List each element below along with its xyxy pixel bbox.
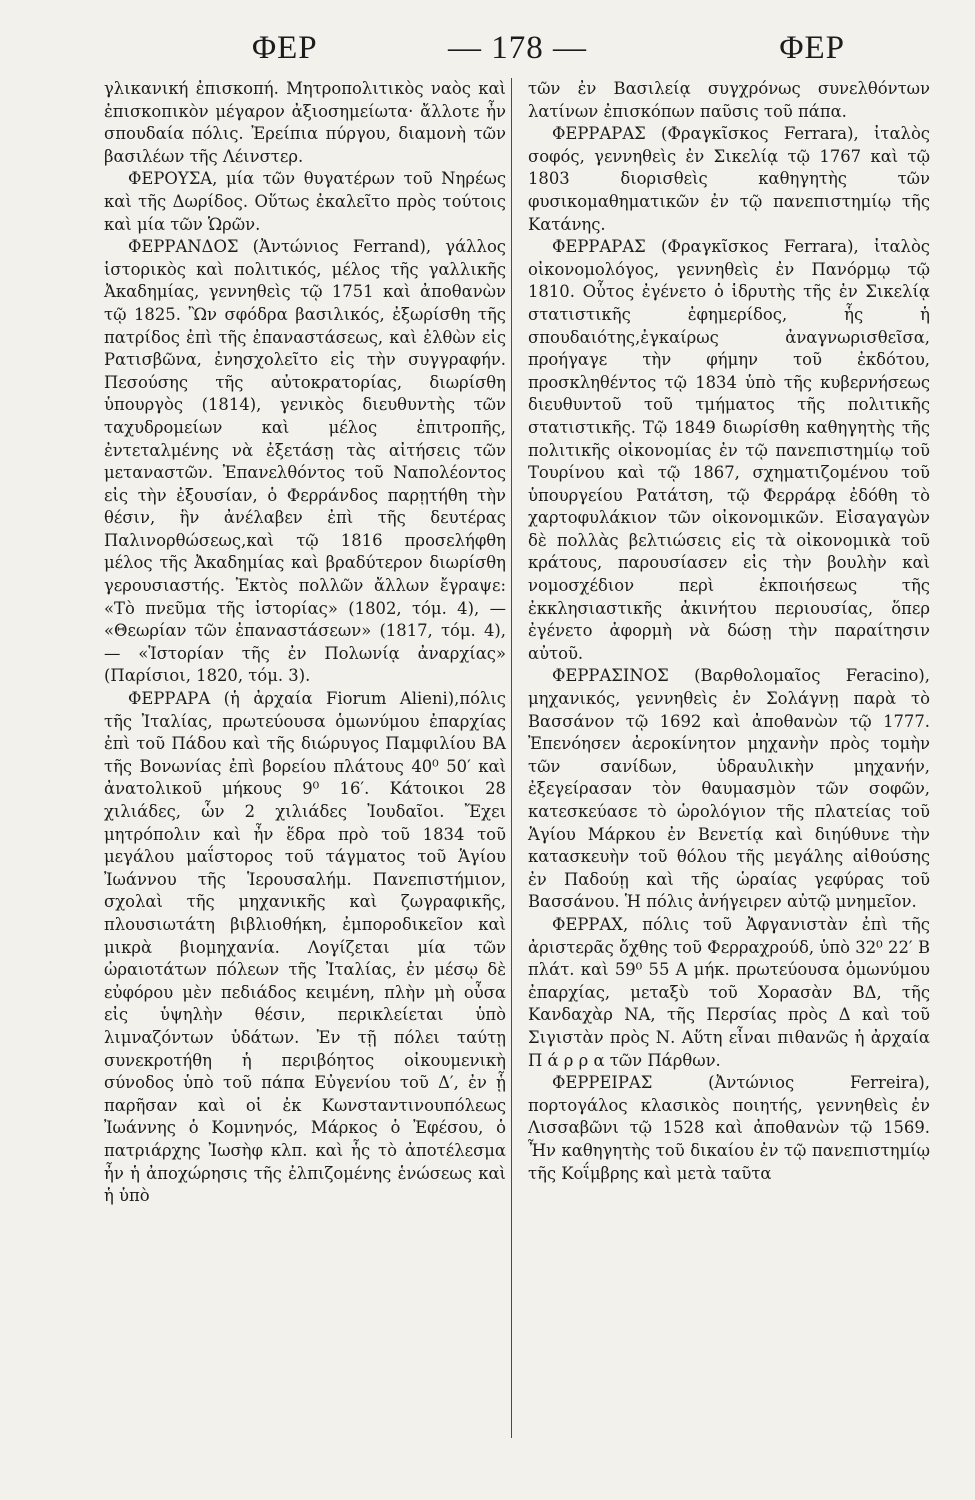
entry-pherousa: ΦΕΡΟΥΣΑ, μία τῶν θυγατέρων τοῦ Νηρέως καὶ τῆς Δωρίδος. Οὕτως ἐκαλεῖτο πρὸς τούτοις καὶ μία τῶν Ὡρῶν. [104, 169, 506, 234]
header-right-guide-word: ΦΕΡ [779, 30, 845, 66]
entry-ferreira: ΦΕΡΡΕΙΡΑΣ (Ἀντώνιος Ferreira), πορτογάλος κλασικὸς ποιητής, γεννηθεὶς ἐν Λισσαβῶνι τῷ 1528 καὶ ἀποθανὼν τῷ 1569. Ἦν καθηγητὴς τοῦ δικαίου ἐν τῷ πανεπιστημίῳ τῆς Κοΐμβρης καὶ μετὰ ταῦτα [528, 1073, 930, 1183]
entry-ferrara-city: ΦΕΡΡΑΡΑ (ἡ ἀρχαία Fiorum Alieni),πόλις τῆς Ἰταλίας, πρωτεύουσα ὁμωνύμου ἐπαρχίας ἐπὶ τοῦ Πάδου καὶ τῆς διώρυγος Παμφιλίου ΒΑ τῆς Βονωνίας ἐπὶ βορείου πλάτους 40⁰ 50′ καὶ ἀνατολικοῦ μήκους 9⁰ 16′. Κάτοικοι 28 χιλιάδες, ὧν 2 χιλιάδες Ἰουδαῖοι. Ἔχει μητρόπολιν καὶ ἦν ἕδρα πρὸ τοῦ 1834 τοῦ μεγάλου μαΐστορος τοῦ τάγματος τοῦ Ἁγίου Ἰωάννου τῆς Ἱερουσαλήμ. Πανεπιστήμιον, σχολαὶ τῆς μηχανικῆς καὶ ζωγραφικῆς, πλουσιωτάτη βιβλιοθήκη, ἐμποροδικεῖον καὶ μικρὰ βιομηχανία. Λογίζεται μία τῶν ὡραιοτάτων πόλεων τῆς Ἰταλίας, ἐν μέσῳ δὲ εὐφόρου μὲν πεδιάδος κειμένη, πλὴν μὴ οὖσα εἰς ὑψηλὴν θέσιν, περικλείεται ὑπὸ λιμναζόντων ὑδάτων. Ἐν τῇ πόλει ταύτῃ συνεκροτήθη ἡ περιβόητος οἰκουμενικὴ σύνοδος ὑπὸ τοῦ πάπα Εὐγενίου τοῦ Δ′, ἐν ᾗ παρῆσαν καὶ οἱ ἐκ Κωνσταντινουπόλεως Ἰωάννης ὁ Κομνηνός, Μάρκος ὁ Ἐφέσου, ὁ πατριάρχης Ἰωσὴφ κλπ. καὶ ἧς τὸ ἀποτέλεσμα ἦν ἡ ἀποχώρησις τῆς ἐλπιζομένης ἑνώσεως καὶ ἡ ὑπὸ [104, 689, 506, 1206]
entry-ferrah: ΦΕΡΡΑΧ, πόλις τοῦ Ἀφγανιστὰν ἐπὶ τῆς ἀριστερᾶς ὄχθης τοῦ Φερραχρούδ, ὑπὸ 32⁰ 22′ Β πλάτ. καὶ 59⁰ 55 Α μήκ. πρωτεύουσα ὁμωνύμου ἐπαρχίας, μεταξὺ τοῦ Χορασὰν ΒΔ, τῆς Κανδαχὰρ ΝΑ, τῆς Περσίας πρὸς Δ καὶ τοῦ Σιγιστὰν πρὸς Ν. Αὕτη εἶναι πιθανῶς ἡ ἀρχαία Π ά ρ ρ α τῶν Πάρθων. [528, 914, 930, 1070]
page-number: — 178 — [448, 30, 587, 66]
left-column [104, 78, 506, 1208]
entry-continuation-right: τῶν ἐν Βασιλείᾳ συγχρόνως συνελθόντων λατίνων ἐπισκόπων παῦσις τοῦ πάπα. [528, 79, 930, 121]
header-left-guide-word: ΦΕΡ [252, 30, 318, 66]
entry-feracino: ΦΕΡΡΑΣΙΝΟΣ (Βαρθολομαῖος Feracino), μηχανικός, γεννηθεὶς ἐν Σολάγνῃ παρὰ τὸ Βασσάνον τῷ 1692 καὶ ἀποθανὼν τῷ 1777. Ἐπενόησεν ἀεροκίνητον μηχανὴν πρὸς τομὴν τῶν σανίδων, ὑδραυλικὴν μηχανήν, ἐξεγείρασαν τὸν θαυμασμὸν τῶν σοφῶν, κατεσκεύασε τὸ ὡρολόγιον τῆς πλατείας τοῦ Ἁγίου Μάρκου ἐν Βενετίᾳ καὶ διηύθυνε τὴν κατασκευὴν τοῦ θόλου τῆς μεγάλης αἰθούσης ἐν Παδούῃ καὶ τῆς ὡραίας γεφύρας τοῦ Βασσάνου. Ἡ πόλις ἀνήγειρεν αὐτῷ μνημεῖον. [528, 666, 930, 912]
running-header [100, 30, 845, 70]
right-column [528, 78, 930, 1185]
column-rule [511, 78, 512, 1438]
entry-continuation: γλικανική ἐπισκοπή. Μητροπολιτικὸς ναὸς καὶ ἐπισκοπικὸν μέγαρον ἀξιοσημείωτα· ἄλλοτε ἦν σπουδαία πόλις. Ἐρείπια πύργου, διαμονὴ τῶν βασιλέων τῆς Λέινστερ. [104, 79, 506, 166]
entry-ferraras-scientist: ΦΕΡΡΑΡΑΣ (Φραγκῖσκος Ferrara), ἰταλὸς σοφός, γεννηθεὶς ἐν Σικελίᾳ τῷ 1767 καὶ τῷ 1803 διορισθεὶς καθηγητὴς τῶν φυσικομαθηματικῶν ἐν τῷ πανεπιστημίῳ τῆς Κατάνης. [528, 124, 930, 234]
entry-ferraras-economist: ΦΕΡΡΑΡΑΣ (Φραγκῖσκος Ferrara), ἰταλὸς οἰκονομολόγος, γεννηθεὶς ἐν Πανόρμῳ τῷ 1810. Οὗτος ἐγένετο ὁ ἱδρυτὴς τῆς ἐν Σικελίᾳ στατιστικῆς ἐφημερίδος, ἧς ἡ σπουδαιότης,ἐγκαίρως ἀναγνωρισθεῖσα, προήγαγε τὴν φήμην τοῦ ἐκδότου, προσκληθέντος τῷ 1834 ὑπὸ τῆς κυβερνήσεως διευθυντοῦ τοῦ τμήματος τῆς πολιτικῆς στατιστικῆς. Τῷ 1849 διωρίσθη καθηγητὴς τῆς πολιτικῆς οἰκονομίας ἐν τῷ πανεπιστημίῳ τοῦ Τουρίνου καὶ τῷ 1867, σχηματιζομένου τοῦ ὑπουργείου Ρατάτση, τῷ Φερράρᾳ ἐδόθη τὸ χαρτοφυλάκιον τῶν οἰκονομικῶν. Εἰσαγαγὼν δὲ πολλὰς βελτιώσεις εἰς τὰ οἰκονομικὰ τοῦ κράτους, παρουσίασεν εἰς τὴν βουλὴν καὶ νομοσχέδιον περὶ ἐκποιήσεως τῆς ἐκκλησιαστικῆς ἀκινήτου περιουσίας, ὅπερ ἐγένετο ἀφορμὴ νὰ δώσῃ τὴν παραίτησιν αὐτοῦ. [528, 237, 930, 663]
entry-ferrand: ΦΕΡΡΑΝΔΟΣ (Ἀντώνιος Ferrand), γάλλος ἱστορικὸς καὶ πολιτικός, μέλος τῆς γαλλικῆς Ἀκαδημίας, γεννηθεὶς τῷ 1751 καὶ ἀποθανὼν τῷ 1825. Ὢν σφόδρα βασιλικός, ἐξωρίσθη τῆς πατρίδος ἐπὶ τῆς ἐπαναστάσεως, καὶ ἐλθὼν εἰς Ρατισβῶνα, ἐνησχολεῖτο εἰς τὴν συγγραφήν. Πεσούσης τῆς αὐτοκρατορίας, διωρίσθη ὑπουργὸς (1814), γενικὸς διευθυντὴς τῶν ταχυδρομείων καὶ μέλος ἐπιτροπῆς, ἐντεταλμένης νὰ ἐξετάσῃ τὰς αἰτήσεις τῶν μεταναστῶν. Ἐπανελθόντος τοῦ Ναπολέοντος εἰς τὴν ἐξουσίαν, ὁ Φερράνδος παρῃτήθη τὴν θέσιν, ἣν ἀνέλαβεν ἐπὶ τῆς δευτέρας Παλινορθώσεως,καὶ τῷ 1816 προσελήφθη μέλος τῆς Ἀκαδημίας καὶ βραδύτερον διωρίσθη γερουσιαστής. Ἐκτὸς πολλῶν ἄλλων ἔγραψε: «Τὸ πνεῦμα τῆς ἱστορίας» (1802, τόμ. 4), — «Θεωρίαν τῶν ἐπαναστάσεων» (1817, τόμ. 4),— «Ἱστορίαν τῆς ἐν Πολωνίᾳ ἀναρχίας» (Παρίσιοι, 1820, τόμ. 3). [104, 237, 506, 686]
